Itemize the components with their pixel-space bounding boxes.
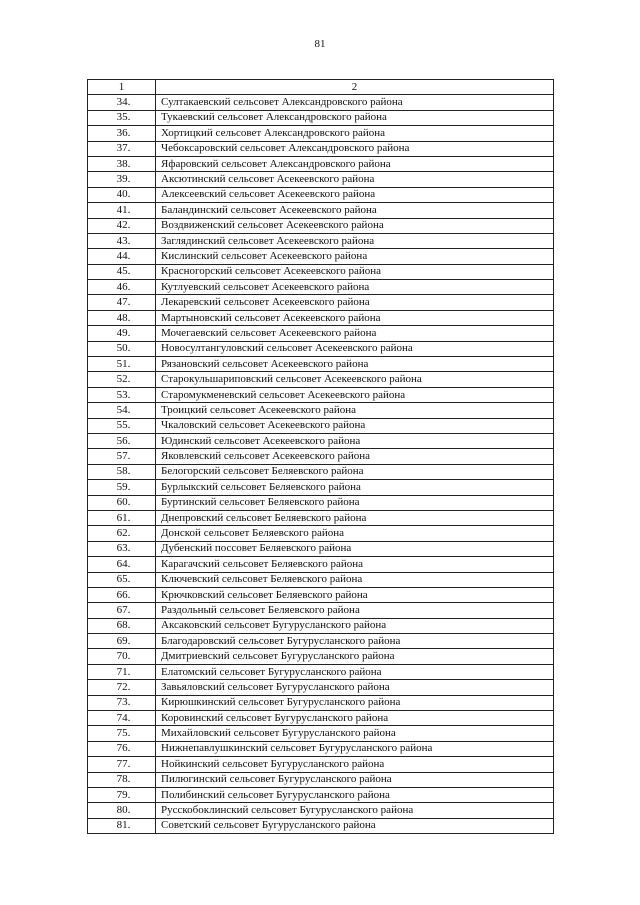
table-row [88, 326, 554, 341]
table-row [88, 203, 554, 218]
row-settlement-name: Аксаковский сельсовет Бугурусланского района [156, 618, 554, 633]
row-settlement-name: Рязановский сельсовет Асекеевского района [156, 357, 554, 372]
row-number: 76. [88, 741, 156, 756]
row-settlement-name: Яковлевский сельсовет Асекеевского района [156, 449, 554, 464]
row-settlement-name: Пилюгинский сельсовет Бугурусланского района [156, 772, 554, 787]
row-number: 39. [88, 172, 156, 187]
table-row [88, 233, 554, 248]
row-number: 52. [88, 372, 156, 387]
table-row [88, 541, 554, 556]
table-row [88, 95, 554, 110]
row-number: 58. [88, 464, 156, 479]
row-settlement-name: Мартыновский сельсовет Асекеевского района [156, 310, 554, 325]
row-number: 77. [88, 757, 156, 772]
row-number: 65. [88, 572, 156, 587]
row-settlement-name: Юдинский сельсовет Асекеевского района [156, 433, 554, 448]
row-number: 81. [88, 818, 156, 833]
table-row [88, 603, 554, 618]
row-settlement-name: Благодаровский сельсовет Бугурусланского района [156, 634, 554, 649]
row-number: 59. [88, 480, 156, 495]
table-header-row [88, 80, 554, 95]
table-row [88, 464, 554, 479]
row-settlement-name: Мочегаевский сельсовет Асекеевского района [156, 326, 554, 341]
row-number: 78. [88, 772, 156, 787]
table-row [88, 695, 554, 710]
page-number: 81 [314, 38, 326, 50]
row-settlement-name: Воздвиженский сельсовет Асекеевского района [156, 218, 554, 233]
table-row [88, 310, 554, 325]
row-number: 49. [88, 326, 156, 341]
row-number: 71. [88, 664, 156, 679]
table-row [88, 526, 554, 541]
row-settlement-name: Раздольный сельсовет Беляевского района [156, 603, 554, 618]
row-settlement-name: Кирюшкинский сельсовет Бугурусланского района [156, 695, 554, 710]
table-row [88, 510, 554, 525]
row-settlement-name: Завьяловский сельсовет Бугурусланского района [156, 680, 554, 695]
row-number: 53. [88, 387, 156, 402]
row-number: 44. [88, 249, 156, 264]
row-settlement-name: Белогорский сельсовет Беляевского района [156, 464, 554, 479]
table-row [88, 787, 554, 802]
table-row [88, 449, 554, 464]
row-number: 69. [88, 634, 156, 649]
row-number: 80. [88, 803, 156, 818]
table-row [88, 357, 554, 372]
row-number: 70. [88, 649, 156, 664]
row-number: 50. [88, 341, 156, 356]
row-settlement-name: Алексеевский сельсовет Асекеевского района [156, 187, 554, 202]
row-number: 67. [88, 603, 156, 618]
table-row [88, 495, 554, 510]
row-settlement-name: Чкаловский сельсовет Асекеевского района [156, 418, 554, 433]
row-number: 61. [88, 510, 156, 525]
row-number: 35. [88, 110, 156, 125]
table-row [88, 372, 554, 387]
row-number: 36. [88, 126, 156, 141]
row-number: 74. [88, 711, 156, 726]
row-settlement-name: Кутлуевский сельсовет Асекеевского района [156, 280, 554, 295]
row-number: 42. [88, 218, 156, 233]
table-row [88, 249, 554, 264]
table-row [88, 664, 554, 679]
row-number: 48. [88, 310, 156, 325]
row-number: 57. [88, 449, 156, 464]
table-row [88, 634, 554, 649]
row-settlement-name: Коровинский сельсовет Бугурусланского района [156, 711, 554, 726]
row-number: 38. [88, 156, 156, 171]
row-settlement-name: Донской сельсовет Беляевского района [156, 526, 554, 541]
header-col-name: 2 [156, 80, 554, 95]
row-settlement-name: Карагачский сельсовет Беляевского района [156, 557, 554, 572]
row-settlement-name: Красногорский сельсовет Асекеевского района [156, 264, 554, 279]
row-settlement-name: Кислинский сельсовет Асекеевского района [156, 249, 554, 264]
row-settlement-name: Старокульшариповский сельсовет Асекеевского района [156, 372, 554, 387]
table-row [88, 156, 554, 171]
settlements-table [87, 79, 554, 834]
row-settlement-name: Советский сельсовет Бугурусланского района [156, 818, 554, 833]
row-number: 37. [88, 141, 156, 156]
table-row [88, 480, 554, 495]
table-row [88, 403, 554, 418]
table-row [88, 572, 554, 587]
table-row [88, 172, 554, 187]
row-number: 60. [88, 495, 156, 510]
table-row [88, 433, 554, 448]
table-row [88, 387, 554, 402]
table-row [88, 680, 554, 695]
row-number: 46. [88, 280, 156, 295]
table-row [88, 295, 554, 310]
row-settlement-name: Русскобоклинский сельсовет Бугурусланского района [156, 803, 554, 818]
row-settlement-name: Буртинский сельсовет Беляевского района [156, 495, 554, 510]
row-settlement-name: Аксютинский сельсовет Асекеевского района [156, 172, 554, 187]
table-row [88, 110, 554, 125]
row-settlement-name: Хортицкий сельсовет Александровского района [156, 126, 554, 141]
row-settlement-name: Троицкий сельсовет Асекеевского района [156, 403, 554, 418]
table-row [88, 218, 554, 233]
row-settlement-name: Яфаровский сельсовет Александровского района [156, 156, 554, 171]
table-row [88, 187, 554, 202]
row-settlement-name: Полибинский сельсовет Бугурусланского района [156, 787, 554, 802]
table-row [88, 818, 554, 833]
table-body [88, 80, 554, 834]
table-row [88, 649, 554, 664]
row-settlement-name: Султакаевский сельсовет Александровского района [156, 95, 554, 110]
row-settlement-name: Новосултангуловский сельсовет Асекеевского района [156, 341, 554, 356]
row-number: 63. [88, 541, 156, 556]
row-settlement-name: Нойкинский сельсовет Бугурусланского района [156, 757, 554, 772]
row-number: 40. [88, 187, 156, 202]
row-settlement-name: Заглядинский сельсовет Асекеевского района [156, 233, 554, 248]
row-number: 79. [88, 787, 156, 802]
row-settlement-name: Бурлыкский сельсовет Беляевского района [156, 480, 554, 495]
table-row [88, 741, 554, 756]
row-settlement-name: Чебоксаровский сельсовет Александровского района [156, 141, 554, 156]
table-row [88, 772, 554, 787]
table-row [88, 126, 554, 141]
row-number: 41. [88, 203, 156, 218]
row-number: 64. [88, 557, 156, 572]
row-number: 62. [88, 526, 156, 541]
row-number: 75. [88, 726, 156, 741]
row-settlement-name: Крючковский сельсовет Беляевского района [156, 587, 554, 602]
row-settlement-name: Лекаревский сельсовет Асекеевского района [156, 295, 554, 310]
row-number: 54. [88, 403, 156, 418]
table-row [88, 280, 554, 295]
table-row [88, 557, 554, 572]
table-row [88, 618, 554, 633]
row-settlement-name: Нижнепавлушкинский сельсовет Бугурусланского района [156, 741, 554, 756]
row-settlement-name: Михайловский сельсовет Бугурусланского района [156, 726, 554, 741]
table-row [88, 418, 554, 433]
row-number: 47. [88, 295, 156, 310]
row-number: 34. [88, 95, 156, 110]
row-number: 56. [88, 433, 156, 448]
table-row [88, 711, 554, 726]
row-settlement-name: Ключевский сельсовет Беляевского района [156, 572, 554, 587]
row-settlement-name: Дубенский поссовет Беляевского района [156, 541, 554, 556]
table-row [88, 264, 554, 279]
row-number: 72. [88, 680, 156, 695]
row-number: 43. [88, 233, 156, 248]
table-row [88, 587, 554, 602]
row-number: 73. [88, 695, 156, 710]
row-settlement-name: Старомукменевский сельсовет Асекеевского района [156, 387, 554, 402]
header-col-number: 1 [88, 80, 156, 95]
table-row [88, 141, 554, 156]
table-row [88, 757, 554, 772]
row-number: 68. [88, 618, 156, 633]
table-row [88, 341, 554, 356]
row-settlement-name: Баландинский сельсовет Асекеевского района [156, 203, 554, 218]
row-settlement-name: Дмитриевский сельсовет Бугурусланского района [156, 649, 554, 664]
row-number: 55. [88, 418, 156, 433]
table-row [88, 803, 554, 818]
row-number: 66. [88, 587, 156, 602]
row-number: 51. [88, 357, 156, 372]
row-settlement-name: Елатомский сельсовет Бугурусланского района [156, 664, 554, 679]
row-number: 45. [88, 264, 156, 279]
table-row [88, 726, 554, 741]
row-settlement-name: Тукаевский сельсовет Александровского района [156, 110, 554, 125]
row-settlement-name: Днепровский сельсовет Беляевского района [156, 510, 554, 525]
